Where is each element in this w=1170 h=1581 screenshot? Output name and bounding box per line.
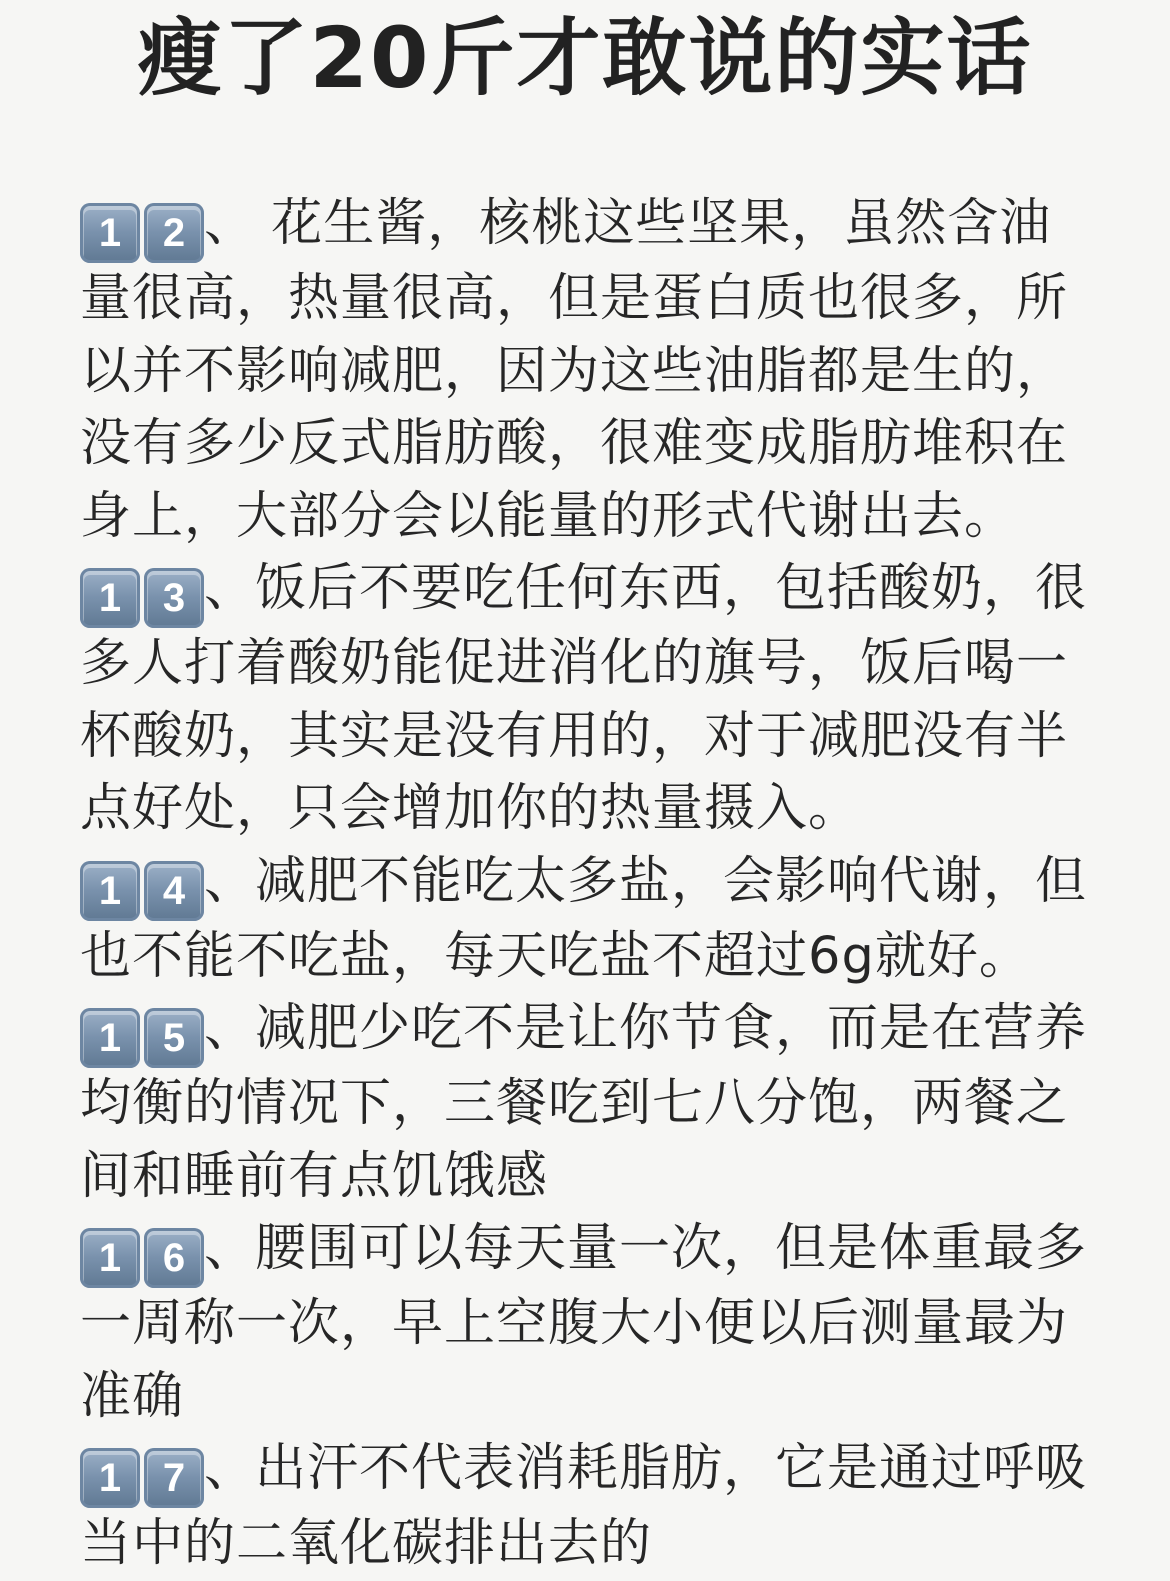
- keycap-digit-icon: 1: [80, 1228, 140, 1288]
- keycap-number-14: [80, 861, 204, 921]
- tip-text: 减肥少吃不是让你节食，而是在营养均衡的情况下，三餐吃到七八分饱，两餐之间和睡前有点饥饿感: [80, 999, 1088, 1206]
- page-title: 瘦了20斤才敢说的实话: [137, 9, 1033, 107]
- tip-text: 腰围可以每天量一次，但是体重最多一周称一次，早上空腹大小便以后测量最为准确: [80, 1219, 1088, 1426]
- tip-item-12: [80, 188, 1102, 553]
- tip-text: 减肥不能吃太多盐，会影响代谢，但也不能不吃盐，每天吃盐不超过6g就好。: [80, 851, 1088, 986]
- tip-separator: 、: [204, 1219, 256, 1278]
- keycap-number-17: [80, 1448, 204, 1508]
- keycap-digit-icon: 1: [80, 861, 140, 921]
- tip-item-16: [80, 1213, 1102, 1433]
- tip-item-15: [80, 993, 1102, 1213]
- tip-item-13: [80, 553, 1102, 846]
- tip-separator: 、: [204, 851, 256, 911]
- tip-item-17: [80, 1433, 1102, 1581]
- keycap-digit-icon: 1: [80, 568, 140, 628]
- keycap-digit-icon: 6: [144, 1228, 204, 1288]
- keycap-number-12: [80, 203, 204, 263]
- tip-separator: 、: [204, 194, 272, 253]
- tip-separator: 、: [204, 999, 256, 1058]
- keycap-digit-icon: 1: [80, 1008, 140, 1068]
- keycap-digit-icon: 2: [144, 203, 204, 263]
- tips-list: [80, 188, 1102, 1581]
- keycap-digit-icon: 1: [80, 203, 140, 263]
- keycap-number-13: [80, 568, 204, 628]
- tip-separator: 、: [204, 559, 256, 618]
- keycap-digit-icon: 5: [144, 1008, 204, 1068]
- keycap-digit-icon: 4: [144, 861, 204, 921]
- tip-separator: 、: [204, 1439, 256, 1498]
- tip-text: 饭后不要吃任何东西，包括酸奶，很多人打着酸奶能促进消化的旗号，饭后喝一杯酸奶，其实是没有用的，对于减肥没有半点好处，只会增加你的热量摄入。: [80, 559, 1088, 838]
- keycap-number-16: [80, 1228, 204, 1288]
- tip-item-14: [80, 846, 1102, 994]
- tip-text: 花生酱，核桃这些坚果，虽然含油量很高，热量很高，但是蛋白质也很多，所以并不影响减肥，因为这些油脂都是生的，没有多少反式脂肪酸，很难变成脂肪堆积在身上，大部分会以能量的形式代谢出去。: [80, 194, 1069, 546]
- keycap-digit-icon: 7: [144, 1448, 204, 1508]
- tip-text: 出汗不代表消耗脂肪，它是通过呼吸当中的二氧化碳排出去的: [80, 1439, 1088, 1573]
- keycap-number-15: [80, 1008, 204, 1068]
- keycap-digit-icon: 1: [80, 1448, 140, 1508]
- keycap-digit-icon: 3: [144, 568, 204, 628]
